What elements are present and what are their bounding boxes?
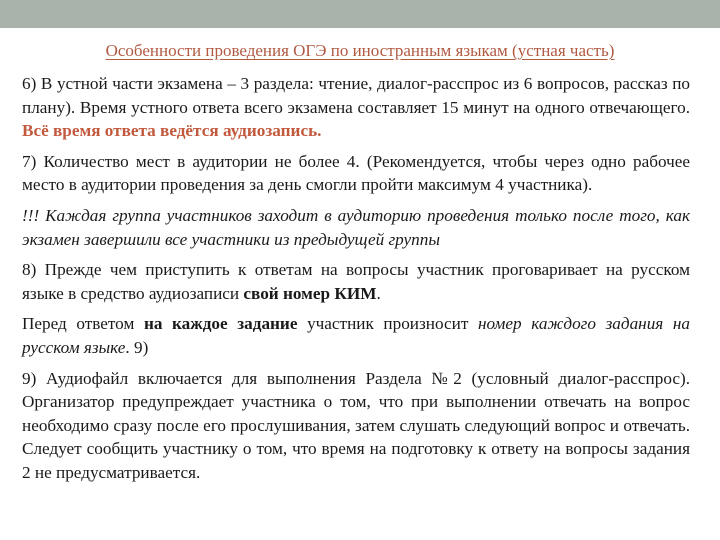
slide-content <box>22 72 690 492</box>
paragraph-6-text: 6) В устной части экзамена – 3 раздела: чтение, диалог-расспрос из 6 вопросов, рассказ по плану). Время устного ответа всего экзамена составляет 15 минут на одного отвечающего. <box>22 74 690 117</box>
task-number-italic: номер каждого задания на русском языке <box>22 314 690 357</box>
top-bar <box>0 0 720 28</box>
paragraph-8-text: 8) Прежде чем приступить к ответам на вопросы участник проговаривает на русском языке в средство аудиозаписи <box>22 260 690 303</box>
paragraph-8-tail: . <box>376 283 381 303</box>
task-number-before: Перед ответом <box>22 314 144 334</box>
kim-number-emphasis: свой номер КИМ <box>243 283 377 303</box>
paragraph-9: 9) Аудиофайл включается для выполнения Раздела №2 (условный диалог-расспрос). Организатор предупреждает участника о том, что при выполнении отвечать на вопрос необходимо сразу после его прослушивания, затем слушать следующий вопрос и отвечать. Следует сообщить участнику о том, что время на подготовку к ответу на вопросы задания 2 не предусматривается. <box>22 368 690 482</box>
audio-recording-note: Всё время ответа ведётся аудиозапись. <box>22 121 322 141</box>
paragraph-7: 7) Количество мест в аудитории не более 4. (Рекомендуется, чтобы через одно рабочее место в аудитории проведения за день смогли пройти максимум 4 участника). <box>22 151 690 195</box>
slide-title: Особенности проведения ОГЭ по иностранным языкам (устная часть) <box>105 41 615 60</box>
group-entry-warning: !!! Каждая группа участников заходит в аудиторию проведения только после того, как экзамен завершили все участники из предыдущей группы <box>22 205 690 249</box>
each-task-emphasis: на каждое задание <box>143 314 298 334</box>
paragraph-task-number <box>22 312 690 359</box>
paragraph-8 <box>22 258 690 305</box>
paragraph-6 <box>22 72 690 143</box>
task-number-tail: . 9) <box>125 337 149 357</box>
task-number-middle: участник произносит <box>297 314 478 334</box>
